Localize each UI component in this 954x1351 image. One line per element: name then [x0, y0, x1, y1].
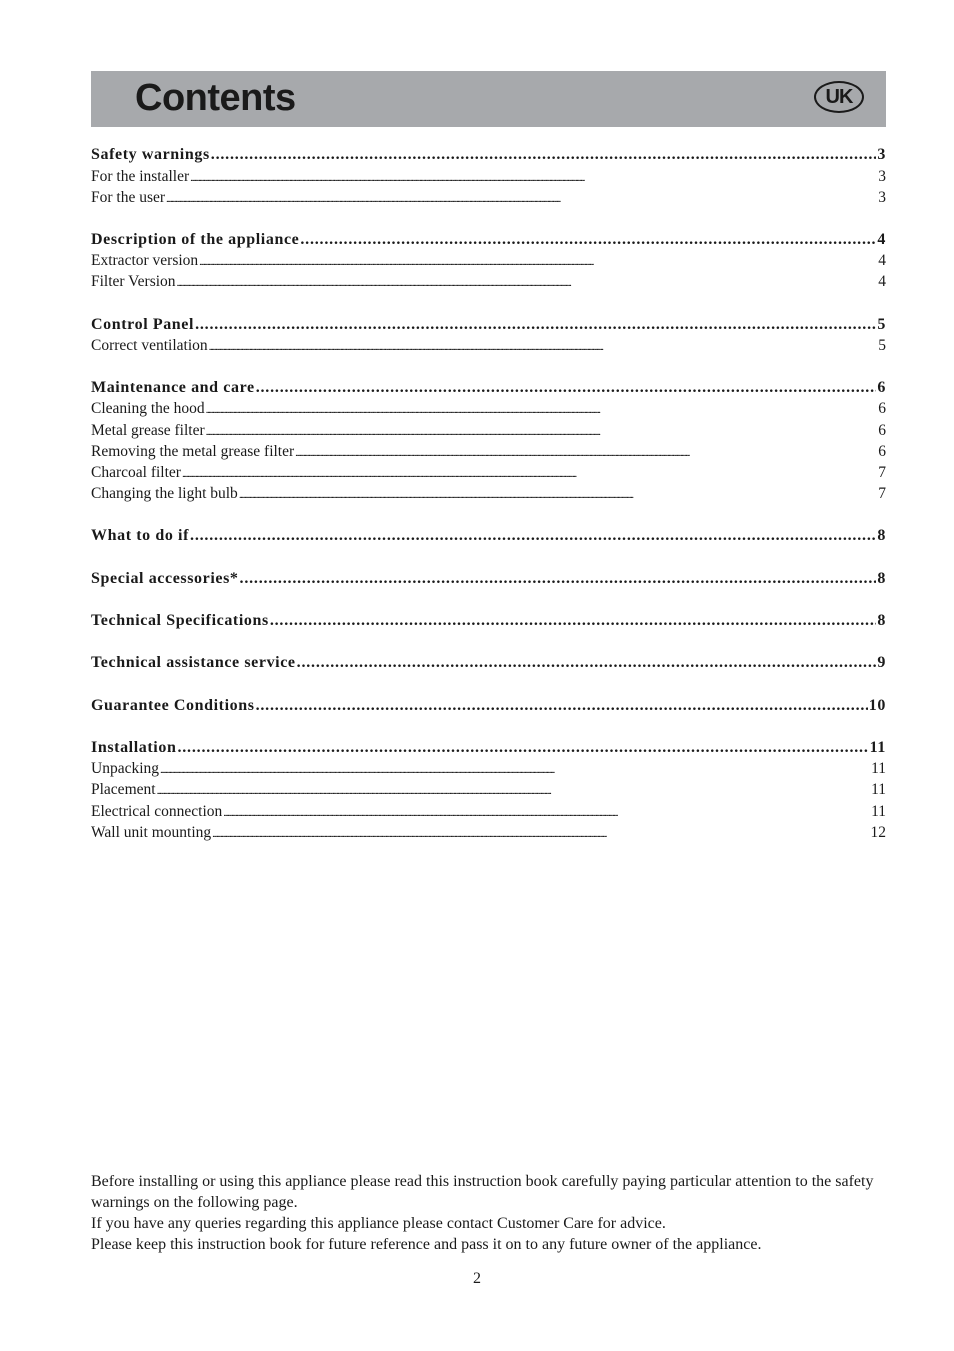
- toc-page: 4: [878, 273, 886, 290]
- toc-page: 11: [871, 760, 886, 777]
- toc-label: Technical Specifications: [91, 612, 269, 629]
- toc-entry-for-the-user[interactable]: [91, 189, 886, 210]
- toc-leader-dots: [190, 527, 876, 545]
- page-title: Contents: [135, 77, 296, 119]
- toc-label: Unpacking: [91, 760, 160, 777]
- toc-entry-removing-the-metal-grease-filter[interactable]: [91, 443, 886, 464]
- toc-entry-what-to-do-if[interactable]: [91, 527, 886, 548]
- page-number: 2: [473, 1270, 481, 1287]
- toc-label: Filter Version: [91, 273, 176, 290]
- notice-line-keep-book: Please keep this instruction book for future reference and pass it on to any future owner of the appliance.: [91, 1236, 762, 1253]
- toc-leader-dots: [206, 426, 878, 438]
- toc-label: Special accessories*: [91, 570, 239, 587]
- toc-entry-unpacking[interactable]: [91, 760, 886, 781]
- notice-line-read-instructions: Before installing or using this appliance please read this instruction book carefully paying particular attention to the safety warnings on the following page.: [91, 1173, 874, 1211]
- toc-entry-metal-grease-filter[interactable]: [91, 422, 886, 443]
- toc-label: For the user: [91, 189, 166, 206]
- toc-label: Safety warnings: [91, 146, 210, 163]
- toc-page: 8: [877, 612, 886, 629]
- toc-label: Placement: [91, 781, 156, 798]
- toc-label: Installation: [91, 739, 177, 756]
- toc-entry-correct-ventilation[interactable]: [91, 337, 886, 358]
- toc-leader-dots: [240, 570, 877, 588]
- toc-leader-dots: [256, 379, 877, 397]
- toc-leader-dots: [177, 739, 868, 757]
- toc-label: Charcoal filter: [91, 464, 181, 481]
- toc-entry-description-of-the-appliance[interactable]: [91, 231, 886, 252]
- toc-entry-cleaning-the-hood[interactable]: [91, 400, 886, 421]
- toc-entry-for-the-installer[interactable]: [91, 168, 886, 189]
- toc-entry-technical-assistance-service[interactable]: [91, 654, 886, 675]
- toc-leader-dots: [295, 447, 877, 459]
- toc-leader-dots: [195, 316, 876, 334]
- toc-label: What to do if: [91, 527, 190, 544]
- toc-entry-charcoal-filter[interactable]: [91, 464, 886, 485]
- toc-entry-control-panel[interactable]: [91, 316, 886, 337]
- toc-label: For the installer: [91, 168, 190, 185]
- toc-page: 3: [878, 189, 886, 206]
- toc-page: 9: [877, 654, 886, 671]
- toc-entry-changing-the-light-bulb[interactable]: [91, 485, 886, 506]
- notice-line-customer-care: If you have any queries regarding this appliance please contact Customer Care for advice.: [91, 1215, 666, 1232]
- toc-page: 7: [878, 485, 886, 502]
- toc-leader-dots: [212, 828, 869, 840]
- toc-page: 3: [878, 168, 886, 185]
- toc-leader-dots: [177, 277, 878, 289]
- toc-page: 4: [877, 231, 886, 248]
- toc-leader-dots: [206, 404, 878, 416]
- toc-page: 11: [869, 739, 886, 756]
- toc-label: Extractor version: [91, 252, 199, 269]
- toc-page: 3: [877, 146, 886, 163]
- toc-page: 5: [877, 316, 886, 333]
- toc-entry-safety-warnings[interactable]: [91, 146, 886, 167]
- toc-entry-electrical-connection[interactable]: [91, 803, 886, 824]
- toc-leader-dots: [190, 172, 877, 184]
- toc-page: 11: [871, 803, 886, 820]
- toc-leader-dots: [199, 256, 877, 268]
- toc-entry-installation[interactable]: [91, 739, 886, 760]
- toc-label: Control Panel: [91, 316, 195, 333]
- toc-page: 8: [877, 570, 886, 587]
- toc-page: 6: [877, 379, 886, 396]
- toc-leader-dots: [223, 807, 870, 819]
- toc-page: 10: [868, 697, 886, 714]
- toc-label: Metal grease filter: [91, 422, 205, 439]
- toc-page: 6: [878, 422, 886, 439]
- toc-entry-extractor-version[interactable]: [91, 252, 886, 273]
- language-badge: UK: [814, 81, 864, 113]
- toc-page: 8: [877, 527, 886, 544]
- toc-label: Correct ventilation: [91, 337, 208, 354]
- toc-entry-wall-unit-mounting[interactable]: [91, 824, 886, 845]
- toc-entry-guarantee-conditions[interactable]: [91, 697, 886, 718]
- contents-header-bar: [91, 71, 886, 127]
- toc-label: Wall unit mounting: [91, 824, 212, 841]
- toc-page: 11: [871, 781, 886, 798]
- toc-label: Guarantee Conditions: [91, 697, 255, 714]
- toc-entry-placement[interactable]: [91, 781, 886, 802]
- toc-label: Description of the appliance: [91, 231, 300, 248]
- toc-label: Technical assistance service: [91, 654, 296, 671]
- toc-page: 4: [878, 252, 886, 269]
- intro-notice: [91, 1171, 886, 1255]
- toc-label: Changing the light bulb: [91, 485, 238, 502]
- toc-leader-dots: [182, 468, 877, 480]
- toc-entry-special-accessories[interactable]: [91, 570, 886, 591]
- toc-leader-dots: [270, 612, 877, 630]
- toc-leader-dots: [160, 764, 870, 776]
- toc-page: 12: [870, 824, 886, 841]
- toc-leader-dots: [166, 193, 877, 205]
- toc-label: Maintenance and care: [91, 379, 255, 396]
- toc-page: 6: [878, 400, 886, 417]
- toc-leader-dots: [211, 146, 877, 164]
- toc-entry-technical-specifications[interactable]: [91, 612, 886, 633]
- toc-entry-filter-version[interactable]: [91, 273, 886, 294]
- toc-leader-dots: [297, 654, 877, 672]
- toc-page: 6: [878, 443, 886, 460]
- toc-leader-dots: [256, 697, 868, 715]
- toc-leader-dots: [157, 785, 871, 797]
- toc-leader-dots: [239, 489, 877, 501]
- toc-leader-dots: [300, 231, 876, 249]
- toc-label: Electrical connection: [91, 803, 223, 820]
- toc-leader-dots: [209, 341, 878, 353]
- toc-page: 5: [878, 337, 886, 354]
- toc-entry-maintenance-and-care[interactable]: [91, 379, 886, 400]
- toc-label: Removing the metal grease filter: [91, 443, 295, 460]
- toc-label: Cleaning the hood: [91, 400, 205, 417]
- toc-page: 7: [878, 464, 886, 481]
